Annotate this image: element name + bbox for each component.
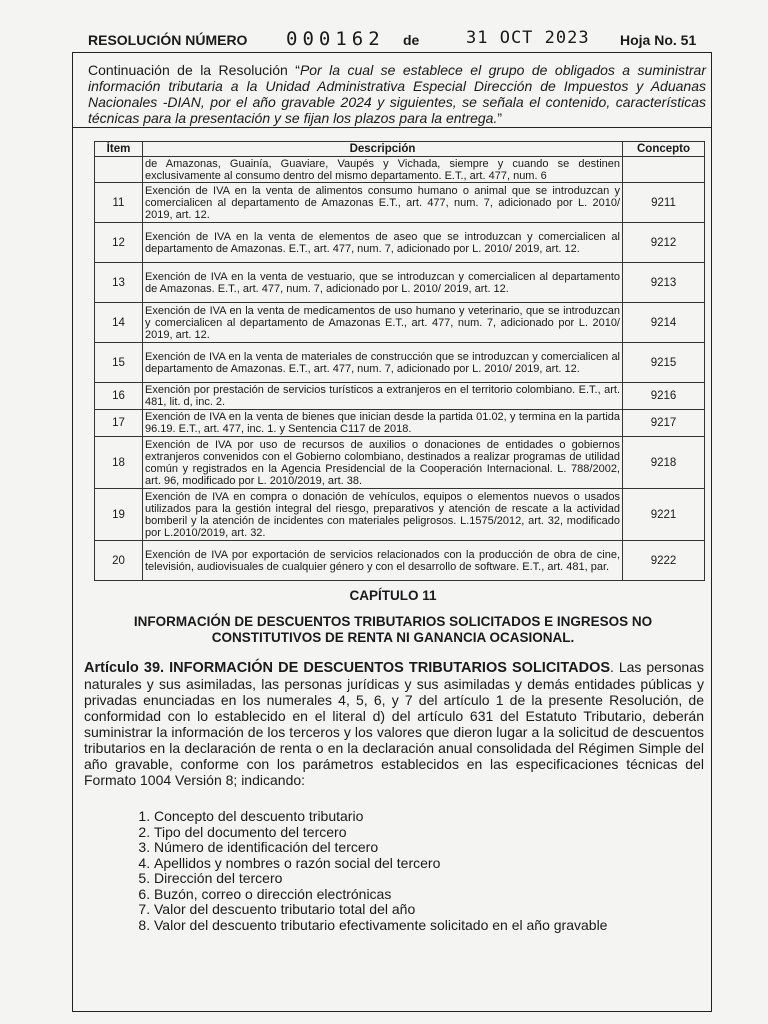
- list-item: 7. Valor del descuento tributario total del año: [154, 902, 714, 918]
- article-39: [84, 659, 704, 788]
- row-item: 15: [95, 343, 143, 383]
- article-body: . Las personas naturales y sus asimiladas, las personas jurídicas y sus asimiladas y demás entidades públicas y privadas enunciadas en los numerales 4, 5, 6, y 7 del artículo 1 de la presente Resolución, de conformidad con lo establecido en el literal d) del artículo 631 del Estatuto Tributario, deberán suministrar la información de los terceros y los valores que dieron lugar a la solicitud de descuentos tributarios en la declaración de renta o en la declaración anual consolidada del Régimen Simple del año gravable, conforme con los parámetros establecidos en las especificaciones técnicas del Formato 1004 Versión 8; indicando:: [84, 659, 704, 788]
- de-label: de: [403, 32, 420, 48]
- column-header-concept: Concepto: [623, 142, 705, 157]
- table-row: [95, 383, 705, 410]
- row-concept: 9221: [623, 489, 705, 541]
- row-item: 18: [95, 437, 143, 489]
- row-item: 19: [95, 489, 143, 541]
- row-description: Exención de IVA por uso de recursos de auxilios o donaciones de entidades o gobiernos extranjeros convenidos con el Gobierno colombiano, destinados a realizar programas de utilidad común y registrados en la Agencia Presidencial de la Cooperación Internacional. L. 788/2002, art. 96, modificado por L. 2010/2019, art. 38.: [143, 437, 623, 489]
- row-concept: 9213: [623, 263, 705, 303]
- exemptions-table: [94, 141, 705, 581]
- continuation-suffix: ”: [497, 110, 503, 126]
- table-row: [95, 157, 705, 183]
- row-concept: 9214: [623, 303, 705, 343]
- row-concept: [623, 157, 705, 183]
- resolution-number: 000162: [286, 28, 385, 50]
- table-row: [95, 343, 705, 383]
- table-row: [95, 489, 705, 541]
- row-description: Exención de IVA en la venta de elementos de aseo que se introduzcan y comercialicen al departamento de Amazonas. E.T., art. 477, num. 7, adicionado por L. 2010/ 2019, art. 12.: [143, 223, 623, 263]
- row-item: 13: [95, 263, 143, 303]
- table-row: [95, 410, 705, 437]
- row-description: Exención de IVA en la venta de vestuario, que se introduzcan y comercialicen al departamento de Amazonas. E.T., art. 477, num. 7, adicionado por L. 2010/ 2019, art. 12.: [143, 263, 623, 303]
- table-header-row: [95, 142, 705, 157]
- required-fields-list: [112, 809, 714, 933]
- list-item: 3. Número de identificación del tercero: [154, 840, 714, 856]
- table-row: [95, 303, 705, 343]
- list-item: 8. Valor del descuento tributario efectivamente solicitado en el año gravable: [154, 918, 714, 934]
- list-item: 5. Dirección del tercero: [154, 871, 714, 887]
- continuation-prefix: Continuación de la Resolución “: [88, 62, 300, 78]
- page-number: Hoja No. 51: [620, 32, 697, 48]
- row-item: [95, 157, 143, 183]
- resolution-label: RESOLUCIÓN NÚMERO: [88, 32, 248, 48]
- list-item: 2. Tipo del documento del tercero: [154, 825, 714, 841]
- continuation-divider: [72, 127, 712, 128]
- row-item: 16: [95, 383, 143, 410]
- row-item: 20: [95, 541, 143, 581]
- row-item: 17: [95, 410, 143, 437]
- table-row: [95, 437, 705, 489]
- row-item: 11: [95, 183, 143, 223]
- list-item: 1. Concepto del descuento tributario: [154, 809, 714, 825]
- row-item: 14: [95, 303, 143, 343]
- table-row: [95, 541, 705, 581]
- row-description: Exención de IVA en compra o donación de vehículos, equipos o elementos nuevos o usados utilizados para la gestión integral del riesgo, preparativos y atención de rescate a la actividad bomberil y la atención de incidentes con materiales peligrosos. L.1575/2012, art. 32, modificado por L.2010/2019, art. 32.: [143, 489, 623, 541]
- row-concept: 9216: [623, 383, 705, 410]
- row-description: Exención de IVA en la venta de bienes que inician desde la partida 01.02, y termina en la partida 96.19. E.T., art. 477, inc. 1. y Sentencia C117 de 2018.: [143, 410, 623, 437]
- row-description: Exención de IVA en la venta de alimentos consumo humano o animal que se introduzcan y comercialicen al departamento de Amazonas E.T., art. 477, num. 7, adicionado por L. 2010/ 2019, art. 12.: [143, 183, 623, 223]
- row-concept: 9211: [623, 183, 705, 223]
- list-item: 4. Apellidos y nombres o razón social del tercero: [154, 856, 714, 872]
- chapter-title: CAPÍTULO 11: [349, 588, 437, 603]
- row-description: Exención por prestación de servicios turísticos a extranjeros en el territorio colombiano. E.T., art. 481, lit. d, inc. 2.: [143, 383, 623, 410]
- row-description: de Amazonas, Guainía, Guaviare, Vaupés y Vichada, siempre y cuando se destinen exclusivamente al consumo dentro del mismo departamento. E.T., art. 477, num. 6: [143, 157, 623, 183]
- article-title: Artículo 39. INFORMACIÓN DE DESCUENTOS TRIBUTARIOS SOLICITADOS: [84, 660, 611, 676]
- continuation-note: [88, 62, 706, 126]
- row-description: Exención de IVA por exportación de servicios relacionados con la producción de obra de cine, televisión, audiovisuales de cualquier género y con el desarrollo de software. E.T., art. 481, par.: [143, 541, 623, 581]
- table-row: [95, 263, 705, 303]
- row-concept: 9215: [623, 343, 705, 383]
- row-item: 12: [95, 223, 143, 263]
- resolution-date: 31 OCT 2023: [466, 28, 590, 48]
- list-item: 6. Buzón, correo o dirección electrónicas: [154, 887, 714, 903]
- row-concept: 9218: [623, 437, 705, 489]
- row-description: Exención de IVA en la venta de materiales de construcción que se introduzcan y comercialicen al departamento de Amazonas. E.T., art. 477, num. 7, adicionado por L. 2010/ 2019, art. 12.: [143, 343, 623, 383]
- chapter-subtitle: INFORMACIÓN DE DESCUENTOS TRIBUTARIOS SOLICITADOS E INGRESOS NO CONSTITUTIVOS DE RENTA NI GANANCIA OCASIONAL.: [133, 614, 653, 645]
- row-description: Exención de IVA en la venta de medicamentos de uso humano y veterinario, que se introduzcan y comercialicen al departamento de Amazonas E.T., art. 477, num. 7, adicionado por L. 2010/ 2019, art. 12.: [143, 303, 623, 343]
- row-concept: 9217: [623, 410, 705, 437]
- column-header-description: Descripción: [143, 142, 623, 157]
- continuation-title: Por la cual se establece el grupo de obligados a suministrar información tributaria a la Unidad Administrativa Especial Dirección de Impuestos y Aduanas Nacionales -DIAN, por el año gravable 2024 y siguientes, se señala el contenido, características técnicas para la presentación y se fijan los plazos para la entrega.: [88, 62, 706, 126]
- table-row: [95, 183, 705, 223]
- table-row: [95, 223, 705, 263]
- column-header-item: Ítem: [95, 142, 143, 157]
- row-concept: 9212: [623, 223, 705, 263]
- row-concept: 9222: [623, 541, 705, 581]
